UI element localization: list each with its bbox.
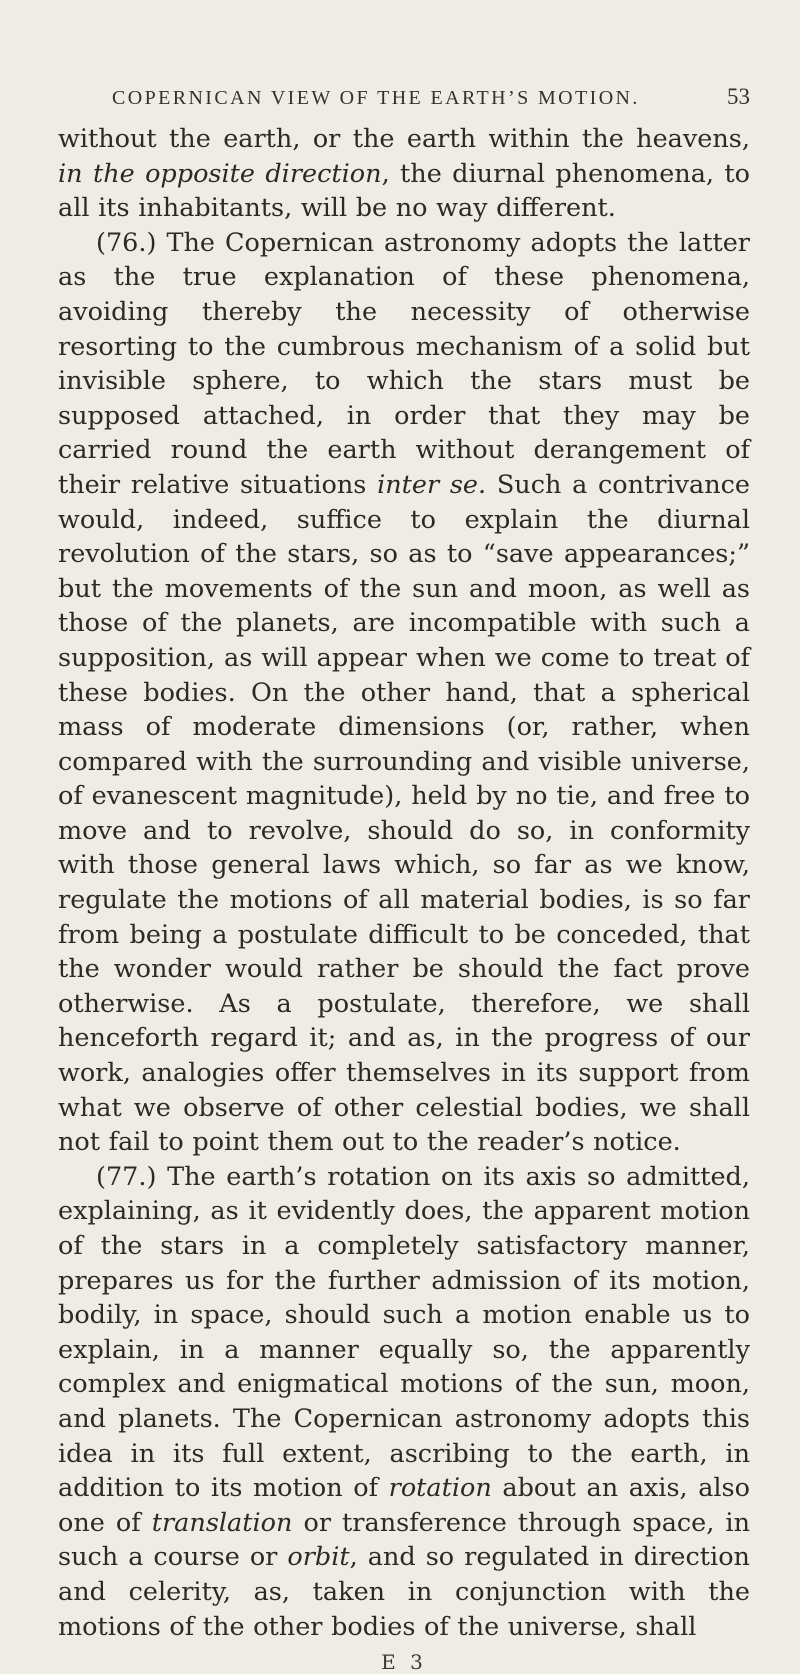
text-run: about an axis, also one of bbox=[58, 1473, 750, 1538]
text-run: without the earth, or the earth within the heavens, bbox=[58, 124, 750, 154]
italic-text: inter se. bbox=[377, 469, 487, 500]
body-text bbox=[58, 122, 750, 1644]
text-run: (76.) The Copernican astronomy adopts the latter as the true explanation of these phenomena, avoiding thereby the necessity of otherwise resorting to the cumbrous mechanism of a solid but invisible sphere, to which the stars must be supposed attached, in order that they may be carried round the earth without derangement of their relative situations bbox=[58, 227, 750, 500]
running-head bbox=[58, 0, 750, 110]
italic-text: translation bbox=[151, 1507, 293, 1538]
text-run: , the diurnal phenomena, to all its inhabitants, will be no way different. bbox=[58, 158, 750, 224]
text-run: , and so regulated in direction and celerity, as, taken in conjunction with the motions of the other bodies of the universe, shall bbox=[58, 1542, 750, 1642]
running-title: COPERNICAN VIEW OF THE EARTH’S MOTION. bbox=[112, 87, 640, 109]
signature-mark: E 3 bbox=[381, 1650, 427, 1674]
text-run: (77.) The earth’s rotation on its axis so admitted, explaining, as it evidently does, the apparent motion of the stars in a completely satisfactory manner, prepares us for the further admission of its motion, bodily, in space, should such a motion enable us to explain, in a manner equally so, the apparently complex and enigmatical motions of the sun, moon, and planets. The Copernican astronomy adopts this idea in its full extent, ascribing to the earth, in addition to its motion of bbox=[58, 1161, 750, 1504]
text-run: or transference through space, in such a course or bbox=[58, 1507, 750, 1573]
paragraph bbox=[58, 1160, 750, 1644]
italic-text: in the opposite direction bbox=[58, 158, 382, 189]
paragraph bbox=[58, 226, 750, 1160]
paragraph bbox=[58, 122, 750, 226]
page-number: 53 bbox=[727, 84, 750, 109]
text-run: Such a contrivance would, indeed, suffice to explain the diurnal revolution of the stars, so as to “save appearances;” but the movements of the sun and moon, as well as those of the planets, are incompatible with such a supposition, as will appear when we come to treat of these bodies. On the other hand, that a spherical mass of moderate dimensions (or, rather, when compared with the surrounding and visible universe, of evanescent magnitude), held by no tie, and free to move and to revolve, should do so, in conformity with those general laws which, so far as we know, regulate the motions of all material bodies, is so far from being a postulate difficult to be conceded, that the wonder would rather be should the fact prove otherwise. As a postulate, therefore, we shall henceforth regard it; and as, in the progress of our work, analogies offer themselves in its support from what we observe of other celestial bodies, we shall not fail to point them out to the reader’s notice. bbox=[58, 469, 751, 1158]
italic-text: rotation bbox=[388, 1473, 492, 1504]
italic-text: orbit bbox=[287, 1542, 350, 1573]
